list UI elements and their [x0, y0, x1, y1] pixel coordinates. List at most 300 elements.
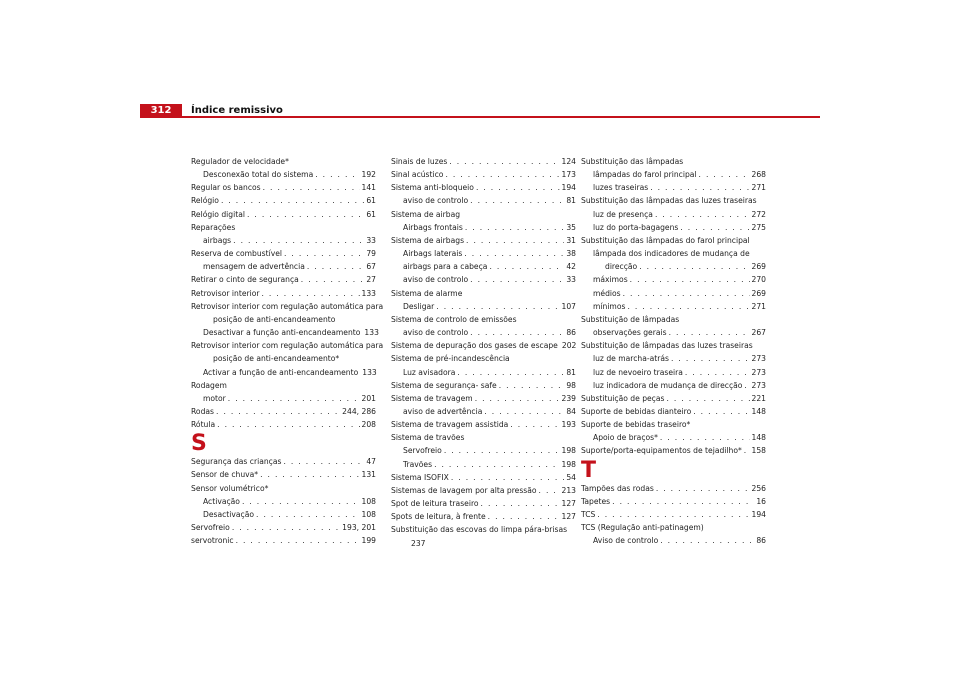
- index-entry: [391, 221, 576, 234]
- index-entry-term: Sistemas de lavagem por alta pressão: [391, 485, 537, 495]
- dot-leader: [470, 194, 564, 207]
- index-entry-page: 193, 201: [342, 523, 376, 533]
- dot-leader: [228, 392, 360, 405]
- index-entry-term: luzes traseiras: [593, 183, 649, 193]
- index-entry-term: Regulador de velocidade*: [191, 157, 289, 166]
- index-entry-term: Segurança das crianças: [191, 457, 282, 467]
- index-entry-term: Suporte de bebidas traseiro*: [581, 420, 691, 430]
- dot-leader: [247, 208, 364, 221]
- index-column-2: [391, 155, 576, 550]
- index-entry-page: 201: [361, 393, 376, 403]
- index-entry: [191, 508, 376, 521]
- index-entry: [581, 352, 766, 365]
- index-entry-term: Rodas: [191, 406, 215, 416]
- index-entry-term: TCS: [581, 509, 596, 519]
- dot-leader: [627, 300, 749, 313]
- dot-leader: [499, 379, 565, 392]
- dot-leader: [666, 392, 749, 405]
- index-entry-page: 108: [361, 509, 376, 519]
- index-entry-term: Airbags laterais: [403, 249, 463, 259]
- dot-leader: [242, 495, 360, 508]
- index-entry-page: 221: [751, 393, 766, 403]
- dot-leader: [612, 495, 754, 508]
- index-entry-term: Aviso de controlo: [593, 536, 659, 546]
- index-entry-page: 27: [366, 275, 376, 285]
- index-entry-page: 273: [751, 367, 766, 377]
- index-entry-page: 31: [566, 235, 576, 245]
- index-entry: [581, 234, 766, 247]
- index-entry-term: Substituição das lâmpadas das luzes traseiras: [581, 196, 757, 206]
- index-entry-page: 267: [751, 328, 766, 338]
- index-entry-term: Rodagem: [191, 380, 227, 390]
- dot-leader: [444, 444, 560, 457]
- dot-leader: [262, 287, 360, 300]
- index-entry-term: Substituição de lâmpadas das luzes traseiras: [581, 341, 753, 351]
- dot-leader: [217, 418, 359, 431]
- index-entry-term: motor: [203, 393, 226, 403]
- index-entry-term: Sistema de depuração dos gases de escape: [391, 341, 558, 351]
- index-entry: [191, 300, 384, 313]
- index-entry-term: aviso de controlo: [403, 275, 469, 285]
- dot-leader: [510, 418, 559, 431]
- index-entry-page: 194: [561, 183, 576, 193]
- index-entry: [581, 495, 766, 508]
- index-entry-term: Substituição das escovas do limpa pára-brisas: [391, 525, 568, 535]
- index-entry: [581, 247, 766, 260]
- dot-leader: [744, 379, 749, 392]
- index-entry-page: 42: [566, 262, 576, 272]
- index-entry: [191, 326, 379, 339]
- dot-leader: [484, 405, 564, 418]
- index-entry-page: 239: [561, 393, 576, 403]
- index-entry-term: Desactivação: [203, 509, 255, 519]
- dot-leader: [669, 326, 750, 339]
- index-entry-term: Sistema de travões: [391, 433, 465, 443]
- index-entry: [191, 181, 376, 194]
- dot-leader: [655, 208, 750, 221]
- dot-leader: [232, 521, 340, 534]
- index-entry-term: aviso de controlo: [403, 328, 469, 338]
- index-entry-term: Spots de leitura, à frente: [391, 512, 486, 522]
- index-entry-page: 244, 286: [342, 406, 376, 416]
- index-entry-term: Regular os bancos: [191, 183, 261, 193]
- index-entry-page: 16: [756, 496, 766, 506]
- dot-leader: [260, 468, 359, 481]
- index-entry-page: 202: [561, 341, 577, 351]
- index-entry-term: Suporte/porta-equipamentos de tejadilho*: [581, 446, 742, 456]
- index-entry-page: 269: [751, 288, 766, 298]
- dot-leader: [307, 260, 364, 273]
- index-entry: [191, 534, 376, 547]
- index-entry-term: luz de marcha-atrás: [593, 354, 669, 364]
- index-entry-term: Sensor de chuva*: [191, 470, 259, 480]
- index-entry-term: luz do porta-bagagens: [593, 222, 679, 232]
- index-entry-page: 271: [751, 301, 766, 311]
- index-entry-page: 127: [561, 512, 576, 522]
- index-entry-page: 273: [751, 380, 766, 390]
- index-entry: [581, 379, 766, 392]
- index-entry-term: Sistema ISOFIX: [391, 472, 449, 482]
- dot-leader: [465, 221, 564, 234]
- index-entry-page: 192: [361, 170, 376, 180]
- index-entry: [391, 313, 576, 326]
- index-entry: [581, 444, 766, 457]
- index-entry: [391, 537, 576, 550]
- index-entry-page: 133: [364, 328, 379, 338]
- index-entry-term: Retrovisor interior: [191, 288, 260, 298]
- index-entry-term: Substituição das lâmpadas do farol principal: [581, 235, 750, 245]
- index-entry: [191, 418, 376, 431]
- index-entry: [581, 418, 766, 431]
- dot-leader: [263, 181, 360, 194]
- index-entry: [581, 521, 766, 534]
- index-entry-term: Relógio digital: [191, 209, 245, 219]
- index-entry: [191, 366, 376, 379]
- index-entry: [391, 181, 576, 194]
- index-entry: [191, 273, 376, 286]
- index-entry-term: Sistema de travagem: [391, 393, 473, 403]
- index-entry-term: Substituição de lâmpadas: [581, 314, 680, 324]
- dot-leader: [660, 431, 750, 444]
- index-entry-page: 269: [751, 262, 766, 272]
- index-entry-term: 237: [411, 538, 426, 548]
- index-entry: [191, 221, 376, 234]
- index-entry-term: airbags para a cabeça: [403, 262, 488, 272]
- index-entry: [191, 482, 376, 495]
- index-entry: [581, 313, 766, 326]
- index-entry-term: Tampões das rodas: [581, 483, 654, 493]
- index-entry-term: Activação: [203, 496, 240, 506]
- index-entry: [191, 208, 376, 221]
- index-entry-page: 272: [751, 209, 766, 219]
- index-entry-term: Substituição das lâmpadas: [581, 157, 684, 166]
- dot-leader: [445, 168, 559, 181]
- index-entry-term: Servofreio: [403, 446, 442, 456]
- index-entry-term: Spot de leitura traseiro: [391, 499, 479, 509]
- index-entry-term: luz indicadora de mudança de direcção: [593, 380, 743, 390]
- index-entry-page: 270: [751, 275, 766, 285]
- dot-leader: [476, 181, 560, 194]
- dot-leader: [630, 273, 750, 286]
- index-entry-term: Airbags frontais: [403, 222, 463, 232]
- dot-leader: [256, 508, 359, 521]
- index-entry-term: Sinais de luzes: [391, 157, 448, 166]
- index-entry: [391, 168, 576, 181]
- index-entry: [191, 313, 376, 326]
- index-entry-term: aviso de advertência: [403, 406, 483, 416]
- index-entry-page: 133: [361, 288, 376, 298]
- index-column-1: [191, 155, 384, 547]
- dot-leader: [650, 181, 749, 194]
- index-entry-term: Relógio: [191, 196, 219, 206]
- dot-leader: [283, 455, 364, 468]
- index-entry-page: 133: [362, 367, 377, 377]
- index-letter-heading: T: [581, 457, 597, 483]
- index-entry-term: TCS (Regulação anti-patinagem): [581, 523, 704, 533]
- index-entry-page: 275: [751, 222, 766, 232]
- dot-leader: [539, 484, 560, 497]
- index-entry: [581, 534, 766, 547]
- dot-leader: [451, 471, 564, 484]
- index-entry: [191, 495, 376, 508]
- index-entry-term: aviso de controlo: [403, 196, 469, 206]
- index-entry: [191, 455, 376, 468]
- page-title: Índice remissivo: [191, 105, 283, 116]
- index-entry-page: 213: [561, 485, 576, 495]
- index-entry-term: Sistema de airbags: [391, 235, 465, 245]
- index-entry: [581, 194, 766, 207]
- dot-leader: [434, 458, 559, 471]
- index-entry-page: 33: [566, 275, 576, 285]
- index-entry-term: Reparações: [191, 222, 236, 232]
- index-entry: [391, 339, 576, 352]
- index-entry-page: 273: [751, 354, 766, 364]
- index-entry-term: mínimos: [593, 301, 626, 311]
- index-entry-page: 124: [561, 157, 576, 166]
- index-entry-term: Tapetes: [581, 496, 611, 506]
- index-entry: [391, 234, 576, 247]
- page-number: 312: [140, 104, 182, 118]
- index-entry-page: 148: [751, 433, 766, 443]
- index-entry-term: luz de nevoeiro traseira: [593, 367, 683, 377]
- index-entry-term: Retrovisor interior com regulação automática para: [191, 301, 384, 311]
- index-entry-page: 271: [751, 183, 766, 193]
- index-entry: [191, 155, 376, 168]
- index-entry: [391, 352, 576, 365]
- dot-leader: [464, 247, 564, 260]
- dot-leader: [233, 234, 364, 247]
- index-entry-page: 208: [361, 420, 376, 430]
- index-entry-page: 198: [561, 446, 576, 456]
- index-entry: [391, 247, 576, 260]
- dot-leader: [744, 444, 750, 457]
- index-entry: [581, 168, 766, 181]
- index-entry-term: Luz avisadora: [403, 367, 456, 377]
- index-entry: [191, 352, 376, 365]
- dot-leader: [449, 155, 559, 168]
- index-entry-term: Desconexão total do sistema: [203, 170, 314, 180]
- dot-leader: [216, 405, 340, 418]
- index-entry-term: Sistema de pré-incandescência: [391, 354, 510, 364]
- dot-leader: [693, 405, 749, 418]
- dot-leader: [489, 260, 564, 273]
- index-entry-term: mensagem de advertência: [203, 262, 305, 272]
- index-entry-term: lâmpada dos indicadores de mudança de: [593, 249, 750, 259]
- index-entry: [581, 405, 766, 418]
- index-entry: [191, 194, 376, 207]
- index-entry-page: 67: [366, 262, 376, 272]
- index-entry: [391, 458, 576, 471]
- index-entry-term: Rótula: [191, 420, 216, 430]
- index-entry-page: 38: [566, 249, 576, 259]
- index-entry-term: máximos: [593, 275, 628, 285]
- index-entry: [581, 181, 766, 194]
- index-entry: [581, 155, 766, 168]
- dot-leader: [597, 508, 749, 521]
- index-entry-term: Sistema anti-bloqueio: [391, 183, 474, 193]
- index-entry-term: Sinal acústico: [391, 170, 444, 180]
- index-entry: [391, 418, 576, 431]
- index-entry-page: 35: [566, 222, 576, 232]
- index-column-3: [581, 155, 766, 547]
- dot-leader: [699, 168, 750, 181]
- index-entry-term: Desligar: [403, 301, 435, 311]
- index-entry: [191, 468, 376, 481]
- dot-leader: [470, 273, 564, 286]
- index-entry-term: Activar a função de anti-encandeamento: [203, 367, 359, 377]
- index-entry: [191, 234, 376, 247]
- dot-leader: [301, 273, 365, 286]
- index-entry-page: 81: [566, 196, 576, 206]
- index-entry-term: Sistema de travagem assistida: [391, 420, 509, 430]
- index-entry-page: 256: [751, 483, 766, 493]
- index-entry-page: 141: [361, 183, 376, 193]
- index-entry-term: luz de presença: [593, 209, 653, 219]
- index-entry: [581, 482, 766, 495]
- index-entry: [391, 471, 576, 484]
- dot-leader: [639, 260, 749, 273]
- index-entry-term: Travões: [403, 459, 433, 469]
- index-entry-page: 194: [751, 509, 766, 519]
- index-entry: [581, 208, 766, 221]
- index-entry: [391, 326, 576, 339]
- index-entry-term: Sistema de airbag: [391, 209, 461, 219]
- index-entry: [391, 497, 576, 510]
- index-entry: [191, 339, 384, 352]
- index-entry-term: observações gerais: [593, 328, 667, 338]
- index-entry: [581, 260, 766, 273]
- index-entry-term: Sistema de segurança- safe: [391, 380, 497, 390]
- index-entry: [391, 366, 576, 379]
- index-entry-page: 86: [566, 328, 576, 338]
- index-entry: [391, 208, 576, 221]
- index-entry: [391, 300, 576, 313]
- dot-leader: [680, 221, 749, 234]
- index-entry: [581, 300, 766, 313]
- index-entry: [391, 273, 576, 286]
- index-entry: [391, 405, 576, 418]
- index-entry-page: 268: [751, 170, 766, 180]
- index-entry-term: Sistema de controlo de emissões: [391, 314, 517, 324]
- index-entry-page: 54: [566, 472, 576, 482]
- index-entry-page: 79: [366, 249, 376, 259]
- dot-leader: [284, 247, 364, 260]
- dot-leader: [436, 300, 559, 313]
- index-entry: [191, 247, 376, 260]
- index-entry-page: 127: [561, 499, 576, 509]
- index-entry: [391, 523, 576, 536]
- index-entry-page: 47: [366, 457, 376, 467]
- index-entry: [391, 379, 576, 392]
- index-entry-term: Servofreio: [191, 523, 230, 533]
- index-letter-heading: S: [191, 431, 207, 457]
- index-entry-term: Reserva de combustível: [191, 249, 282, 259]
- dot-leader: [466, 234, 564, 247]
- dot-leader: [315, 168, 359, 181]
- index-entry: [391, 431, 576, 444]
- index-entry: [581, 392, 766, 405]
- dot-leader: [221, 194, 364, 207]
- index-entry: [581, 287, 766, 300]
- index-entry-page: 84: [566, 406, 576, 416]
- index-entry-page: 98: [566, 380, 576, 390]
- index-entry-term: Suporte de bebidas dianteiro: [581, 406, 692, 416]
- index-entry: [391, 444, 576, 457]
- index-entry: [391, 194, 576, 207]
- index-entry-page: 61: [366, 196, 376, 206]
- index-entry-term: posição de anti-encandeamento: [213, 314, 336, 324]
- index-entry-page: 81: [566, 367, 576, 377]
- dot-leader: [475, 392, 560, 405]
- index-entry-term: Sistema de alarme: [391, 288, 463, 298]
- index-entry-page: 173: [561, 170, 576, 180]
- index-entry: [191, 392, 376, 405]
- index-entry: [391, 155, 576, 168]
- index-entry-term: direcção: [605, 262, 638, 272]
- index-entry-term: Sensor volumétrico*: [191, 483, 269, 493]
- dot-leader: [457, 366, 564, 379]
- index-entry: [391, 392, 576, 405]
- index-entry: [581, 221, 766, 234]
- index-entry-term: posição de anti-encandeamento*: [213, 354, 340, 364]
- index-entry: [581, 366, 766, 379]
- index-entry-term: Retrovisor interior com regulação automática para: [191, 341, 384, 351]
- index-entry-term: Apoio de braços*: [593, 433, 658, 443]
- index-entry-term: Desactivar a função anti-encandeamento: [203, 328, 361, 338]
- index-entry-page: 61: [366, 209, 376, 219]
- index-entry-page: 193: [561, 420, 576, 430]
- dot-leader: [236, 534, 360, 547]
- dot-leader: [623, 287, 750, 300]
- index-entry: [391, 484, 576, 497]
- index-entry: [581, 339, 766, 352]
- index-entry: [581, 431, 766, 444]
- index-entry-term: lâmpadas do farol principal: [593, 170, 697, 180]
- index-entry: [191, 260, 376, 273]
- index-entry: [391, 287, 576, 300]
- index-entry-page: 148: [751, 406, 766, 416]
- index-entry: [191, 521, 376, 534]
- index-entry-term: médios: [593, 288, 621, 298]
- index-entry: [391, 260, 576, 273]
- dot-leader: [671, 352, 750, 365]
- index-entry-term: airbags: [203, 235, 232, 245]
- index-entry-term: Substituição de peças: [581, 393, 665, 403]
- dot-leader: [488, 510, 560, 523]
- index-entry: [191, 287, 376, 300]
- index-entry: [581, 508, 766, 521]
- index-entry-page: 131: [361, 470, 376, 480]
- dot-leader: [481, 497, 560, 510]
- dot-leader: [685, 366, 750, 379]
- index-entry-page: 86: [756, 536, 766, 546]
- dot-leader: [470, 326, 564, 339]
- dot-leader: [660, 534, 754, 547]
- dot-leader: [656, 482, 750, 495]
- index-entry: [191, 405, 376, 418]
- index-entry-page: 158: [751, 446, 766, 456]
- index-entry-page: 107: [561, 301, 576, 311]
- index-entry: [581, 273, 766, 286]
- index-entry-page: 108: [361, 496, 376, 506]
- index-entry-page: 199: [361, 536, 376, 546]
- index-entry: [581, 326, 766, 339]
- index-entry: [191, 379, 376, 392]
- index-entry-page: 33: [366, 235, 376, 245]
- index-entry-page: 198: [561, 459, 576, 469]
- index-entry: [391, 510, 576, 523]
- index-entry: [191, 168, 376, 181]
